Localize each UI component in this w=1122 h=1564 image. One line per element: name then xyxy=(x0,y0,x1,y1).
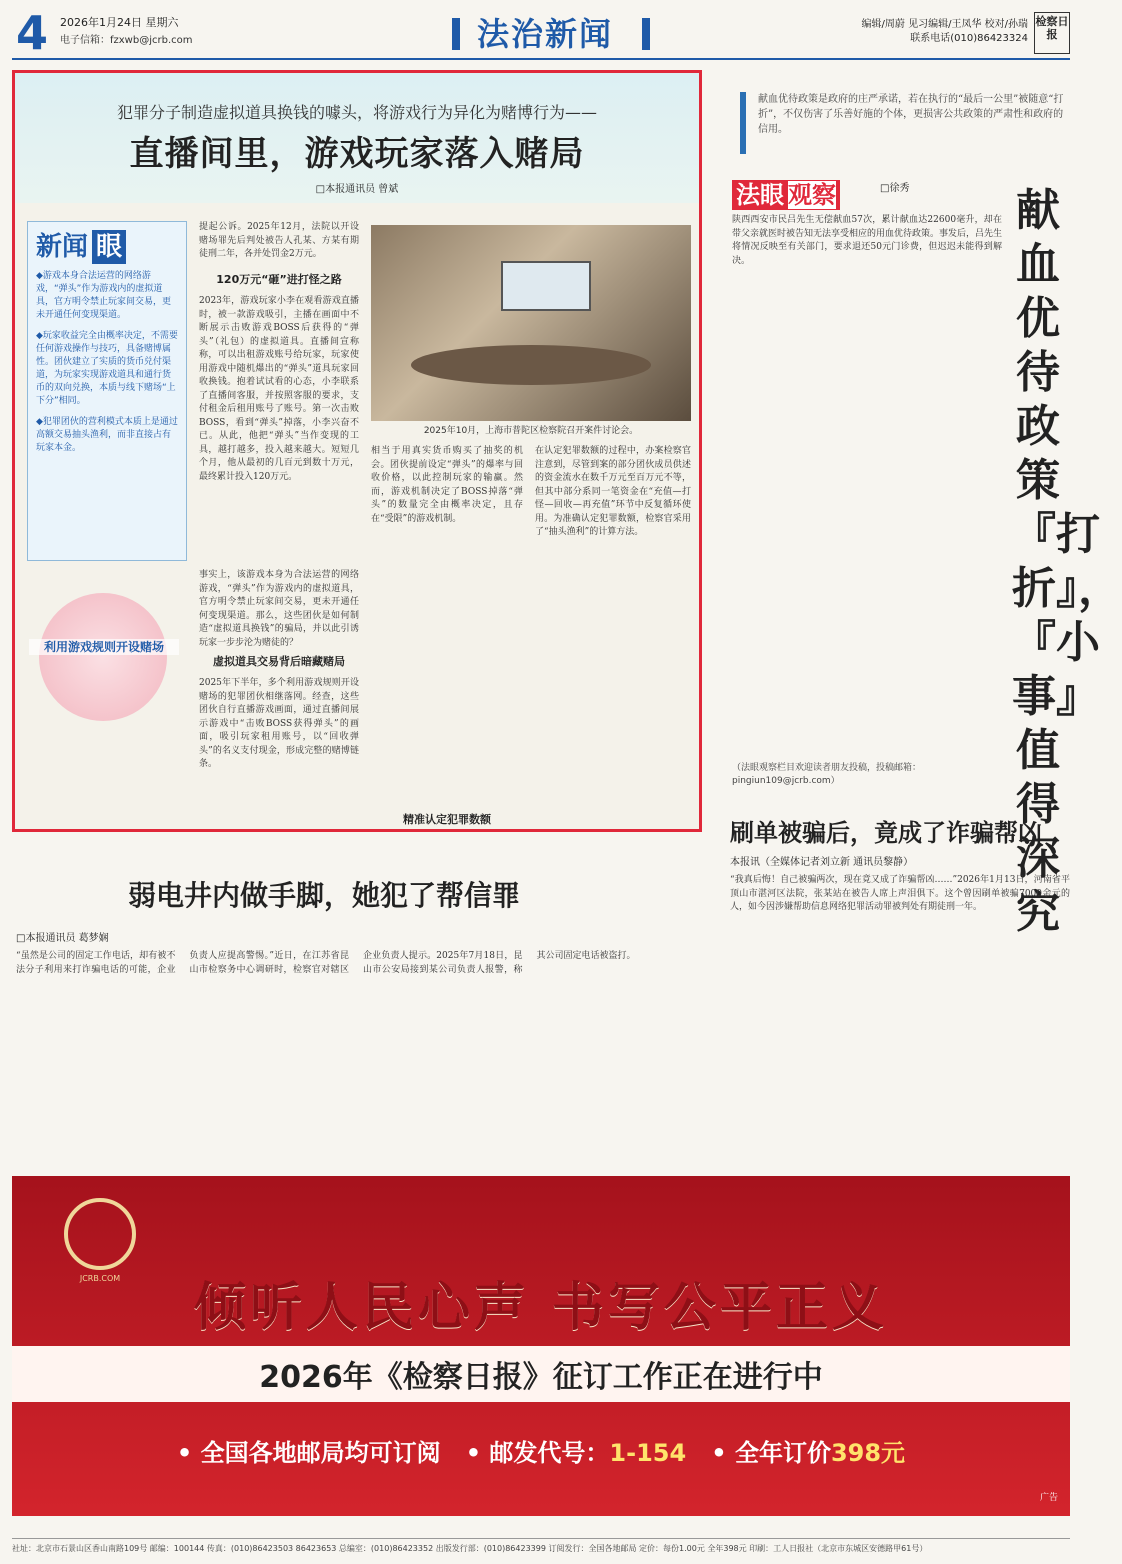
column-tag-b: 观察 xyxy=(788,181,836,209)
editors-line xyxy=(862,18,1028,46)
article-body-col2c: 2025年下半年，多个利用游戏规则开设赌场的犯罪团伙相继落网。经查，这些团伙自行直播游戏画面，通过直播间展示游戏中“击败BOSS获得弹头”的画面，吸引玩家租用账号，以“回收弹头”的名义支付现金，形成完整的赌博链条。 xyxy=(199,678,359,769)
column-tag-a: 法眼 xyxy=(736,181,784,209)
feature-kicker: 犯罪分子制造虚拟道具换钱的噱头，将游戏行为异化为赌博行为—— xyxy=(116,103,597,122)
vertical-headline: 献血优待政策『打折』，『小事』值得深究 xyxy=(1012,185,1122,938)
subscription-ad[interactable] xyxy=(12,1176,1070,1516)
ad-foot-code: 1-154 xyxy=(609,1439,687,1467)
issue-date: 2026年1月24日 星期六 xyxy=(60,16,179,29)
column-tag xyxy=(732,180,840,210)
ad-foot-subscribe: • 全国各地邮局均可订阅 xyxy=(176,1439,441,1467)
ad-footer xyxy=(12,1438,1070,1468)
photo-screen xyxy=(501,261,591,311)
email[interactable]: 电子信箱：fzxwb@jcrb.com xyxy=(60,35,193,46)
illustration-label: 利用游戏规则开设赌场 xyxy=(29,639,179,655)
feature-header xyxy=(15,73,699,203)
ad-subtitle: 2026年《检察日报》征订工作正在进行中 xyxy=(259,1360,823,1395)
ad-foot-price-label: • 全年订价 xyxy=(711,1439,831,1467)
feature-byline: □本报通讯员 曾斌 xyxy=(315,184,399,195)
opinion-body: 陕西西安市民吕先生无偿献血57次，累计献血达22600毫升，却在带父亲就医时被告知无法享受相应的用血优待政策。事发后，吕先生将情况反映至有关部门，要求退还50元门诊费，但迟迟未能得到解决。 xyxy=(732,215,1003,266)
article-body-col3: 相当于用真实货币购买了抽奖的机会。团伙提前设定“弹头”的爆率与回收价格，以此控制玩家的输赢。然而，游戏机制决定了BOSS掉落“弹头”的数量完全由概率决定，且存在“受限”的游戏机制。 xyxy=(371,446,523,524)
section-bar-left xyxy=(452,18,460,50)
news-eye-box xyxy=(27,221,187,561)
photo-table xyxy=(411,345,651,385)
pull-quote: 献血优待政策是政府的庄严承诺，若在执行的“最后一公里”被随意“打折”，不仅伤害了乐善好施的个体，更损害公共政策的严肃性和政府的信用。 xyxy=(740,92,1070,154)
meeting-photo xyxy=(371,225,691,421)
news-eye-item: ◆玩家收益完全由概率决定，不需要任何游戏操作与技巧，具备赌博属性。团伙建立了实质的货币兑付渠道，为玩家实现游戏道具和通行货币的双向兑换，本质与线下赌场“上下分”相同。 xyxy=(36,331,178,406)
gambling-illustration xyxy=(39,593,167,721)
article-body-col1: 提起公诉。2025年12月，法院以开设赌场罪先后判处被告人孔某、方某有期徒刑二年，各并处罚金2万元。 xyxy=(199,222,359,259)
news-eye-title-b: 眼 xyxy=(92,230,126,264)
page-footer: 社址：北京市石景山区香山南路109号 邮编：100144 传真：(010)86423503 86423653 总编室：(010)86423352 出版发行部：(010)86423399 订阅发行：全国各地邮局 定价：每份1.00元 全年398元 印刷：工人日报社（北京市东城区安德路甲61号） xyxy=(12,1538,1070,1555)
ad-site[interactable]: JCRB.COM xyxy=(79,1274,121,1283)
brushing-body: “我真后悔！自己被骗两次，现在竟又成了诈骗帮凶……”2026年1月13日，河南省平顶山市湛河区法院，张某站在被告人席上声泪俱下。这个曾因刷单被骗7000余元的人，如今因涉嫌帮助信息网络犯罪活动罪被判处有期徒刑一年。 xyxy=(730,875,1070,912)
section-title: 法治新闻 xyxy=(477,15,614,53)
brushing-byline: 本报讯（全媒体记者刘立新 通讯员黎静） xyxy=(730,857,914,868)
telecom-byline: □本报通讯员 葛梦娴 xyxy=(16,933,109,944)
ad-main-slogan: 倾听人民心声 书写公平正义 xyxy=(193,1277,889,1338)
telecom-headline: 弱电井内做手脚，她犯了帮信罪 xyxy=(128,879,521,912)
brushing-headline: 刷单被骗后，竟成了诈骗帮凶 xyxy=(730,818,1042,847)
news-eye-title xyxy=(36,230,178,264)
telecom-body: “虽然是公司的固定工作电话，却有被不法分子利用来打诈骗电话的可能，企业负责人应提高警惕。”近日，在江苏省昆山市检察务中心调研时，检察官对辖区企业负责人提示。2025年7月18日，昆山市公安局接到某公司负责人报警，称其公司固定电话被盗打。 xyxy=(16,951,636,975)
ad-foot-price: 398元 xyxy=(830,1439,906,1467)
news-eye-title-a: 新闻 xyxy=(36,232,89,262)
editors: 编辑/周蔚 见习编辑/王凤华 校对/孙瑞 xyxy=(861,19,1028,30)
section-bar-right xyxy=(642,18,650,50)
paper-logo: 检察日报 xyxy=(1034,12,1070,54)
news-eye-item: ◆游戏本身合法运营的网络游戏，“弹头”作为游戏内的虚拟道具，官方明令禁止玩家间交易，更未开通任何变现渠道。 xyxy=(36,271,172,320)
feature-article xyxy=(12,70,702,832)
ad-label: 广告 xyxy=(1039,1493,1058,1503)
article-body-col2b: 事实上，该游戏本身为合法运营的网络游戏，“弹头”作为游戏内的虚拟道具，官方明令禁止玩家间交易，更未开通任何变现渠道。那么，这些团伙是如何制造“虚拟道具换钱”的骗局，并以此引诱玩家一步步沦为赌徒的？ xyxy=(199,570,359,648)
page-number: 4 xyxy=(16,6,49,60)
article-body-col2a: 2023年，游戏玩家小李在观看游戏直播时，被一款游戏吸引，主播在画面中不断展示击败游戏BOSS后获得的“弹头”（礼包）的虚拟道具。直播间宣称称，可以出租游戏账号给玩家，玩家使用游戏中随机爆出的“弹头”道具玩家回收换钱。抱着试试看的心态，小李联系了直播间客服，并按照客服的要求，支付租金后租用账号了账号。第一次击败BOSS，看到“弹头”掉落，小李兴奋不已。从此，他把“弹头”当作变现的工具，越打越多，投入越来越大。短短几个月，他从最初的几百元到数十万元，最终累计投入120万元。 xyxy=(199,296,359,482)
news-eye-item: ◆犯罪团伙的营利模式本质上是通过高额交易抽头渔利，而非直接占有玩家本金。 xyxy=(36,417,178,453)
page-masthead xyxy=(12,8,1070,60)
contact-phone: 联系电话(010)86423324 xyxy=(910,33,1028,44)
feature-headline: 直播间里，游戏玩家落入赌局 xyxy=(129,134,585,174)
article-body-col4: 在认定犯罪数额的过程中，办案检察官注意到，尽管到案的部分团伙成员供述的资金流水在数千万元至百万元不等，但其中部分系同一笔资金在“充值—打怪—回收—再充值”环节中反复循环使用。为准确认定犯罪数额，检察官采用了“抽头渔利”的计算方法。 xyxy=(535,446,691,537)
editor-note: （法眼观察栏目欢迎读者朋友投稿，投稿邮箱：pingiun109@jcrb.com） xyxy=(732,763,922,786)
sub-head-3: 精准认定犯罪数额 xyxy=(403,813,491,826)
sub-head-2: 虚拟道具交易背后暗藏赌局 xyxy=(213,655,345,668)
sub-head-1: 120万元“砸”进打怪之路 xyxy=(216,273,342,286)
column-author: □徐秀 xyxy=(880,183,910,194)
paper-emblem-icon xyxy=(64,1198,136,1270)
photo-caption: 2025年10月，上海市普陀区检察院召开案件讨论会。 xyxy=(423,426,639,436)
ad-foot-code-label: • 邮发代号： xyxy=(465,1439,610,1467)
